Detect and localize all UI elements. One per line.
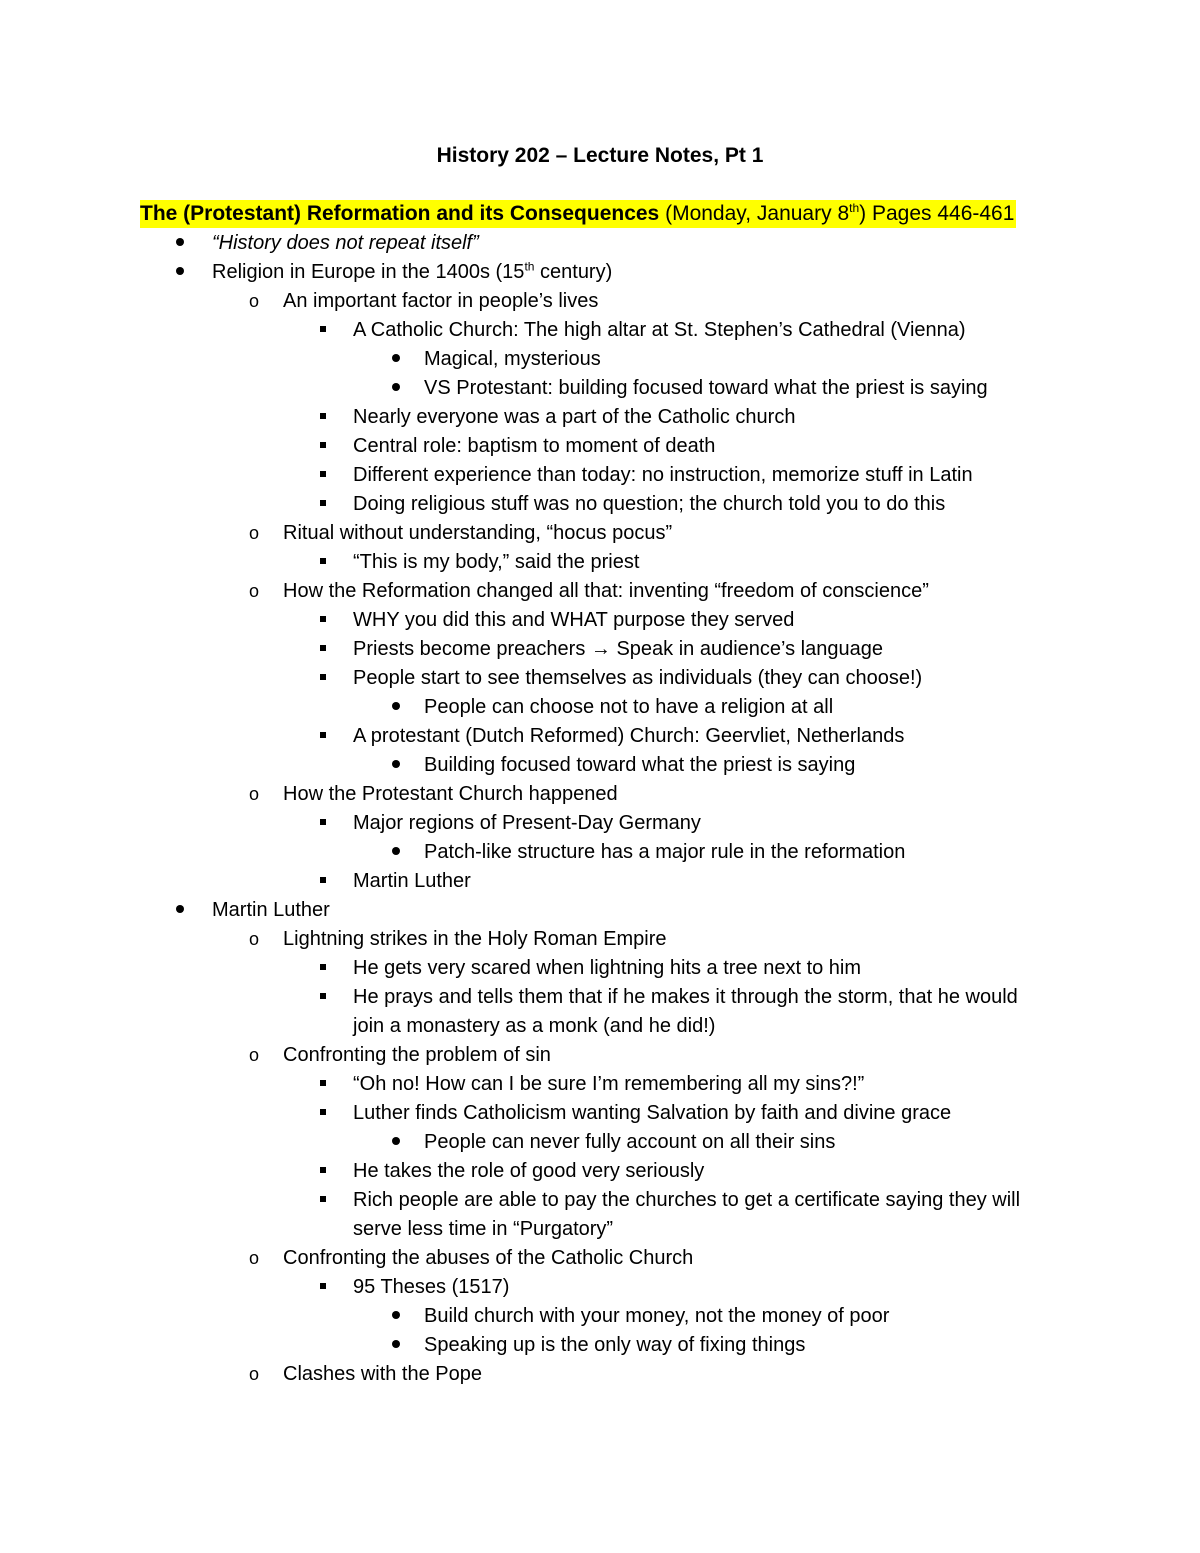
list-item-text: Speaking up is the only way of fixing things: [424, 1334, 806, 1356]
bullet-icon: [386, 751, 406, 780]
heading-pages: ) Pages 446-461: [859, 202, 1015, 225]
list-item-text: Luther finds Catholicism wanting Salvation by faith and divine grace: [353, 1102, 952, 1124]
list-item: [0, 954, 1200, 983]
list-item-text: Lightning strikes in the Holy Roman Empire: [283, 928, 667, 950]
text-part: Priests become preachers: [353, 638, 591, 660]
square-bullet-icon: [313, 1273, 333, 1302]
list-item: [0, 577, 1200, 606]
circle-bullet-icon: o: [248, 784, 259, 804]
list-item-text: A Catholic Church: The high altar at St. Stephen’s Cathedral (Vienna): [353, 319, 966, 341]
circle-bullet-icon: o: [248, 1045, 259, 1065]
list-item-text: Patch-like structure has a major rule in the reformation: [424, 841, 906, 863]
list-item-text: Confronting the problem of sin: [283, 1044, 551, 1066]
list-item: [0, 867, 1200, 896]
square-bullet-icon: [313, 606, 333, 635]
list-item: [0, 345, 1200, 374]
square-bullet-icon: [313, 490, 333, 519]
list-item: [0, 1360, 1200, 1389]
list-item-text: Confronting the abuses of the Catholic Church: [283, 1247, 694, 1269]
list-item: [0, 461, 1200, 490]
list-item-text: VS Protestant: building focused toward what the priest is saying: [424, 377, 988, 399]
square-bullet-icon: [313, 1157, 333, 1186]
list-item-text: WHY you did this and WHAT purpose they served: [353, 609, 795, 631]
list-item: [0, 490, 1200, 519]
bullet-icon: [386, 838, 406, 867]
circle-bullet-icon: o: [248, 523, 259, 543]
list-item-text: 95 Theses (1517): [353, 1276, 510, 1298]
list-item-text: Nearly everyone was a part of the Catholic church: [353, 406, 796, 428]
square-bullet-icon: [313, 983, 333, 1012]
bullet-icon: [170, 896, 190, 925]
bullet-icon: [386, 345, 406, 374]
square-bullet-icon: [313, 432, 333, 461]
list-item: [0, 287, 1200, 316]
list-item: [0, 1244, 1200, 1273]
circle-bullet-icon: o: [248, 291, 259, 311]
list-item-text: How the Reformation changed all that: inventing “freedom of conscience”: [283, 580, 929, 602]
bullet-icon: [386, 374, 406, 403]
square-bullet-icon: [313, 722, 333, 751]
list-item-text: [353, 635, 883, 664]
list-item-text: Magical, mysterious: [424, 348, 601, 370]
list-item: [0, 1331, 1200, 1360]
list-item-text: Major regions of Present-Day Germany: [353, 812, 701, 834]
circle-bullet-icon: o: [248, 1248, 259, 1268]
list-item: [0, 1070, 1200, 1099]
list-item: [0, 432, 1200, 461]
list-item: [0, 1186, 1200, 1244]
list-item-text: People start to see themselves as individuals (they can choose!): [353, 667, 923, 689]
list-item-text: Martin Luther: [212, 899, 330, 921]
list-item: [0, 664, 1200, 693]
list-item-text: People can never fully account on all their sins: [424, 1131, 836, 1153]
list-item: [0, 925, 1200, 954]
square-bullet-icon: [313, 316, 333, 345]
list-item: [0, 548, 1200, 577]
text-superscript: th: [524, 259, 535, 274]
bullet-icon: [170, 229, 190, 258]
list-item: [0, 896, 1200, 925]
section-heading: [140, 200, 1016, 228]
list-item: [0, 519, 1200, 548]
heading-date-suffix: th: [849, 201, 860, 215]
text-part: Religion in Europe in the 1400s (15: [212, 261, 525, 283]
list-item: [0, 316, 1200, 345]
list-item-text: Different experience than today: no instruction, memorize stuff in Latin: [353, 464, 973, 486]
bullet-icon: [386, 693, 406, 722]
square-bullet-icon: [313, 635, 333, 664]
bullet-icon: [170, 258, 190, 287]
text-part: Speak in audience’s language: [610, 638, 883, 660]
list-item-text: A protestant (Dutch Reformed) Church: Geervliet, Netherlands: [353, 725, 905, 747]
square-bullet-icon: [313, 548, 333, 577]
square-bullet-icon: [313, 403, 333, 432]
list-item: [0, 606, 1200, 635]
list-item: [0, 229, 1200, 258]
list-item: [0, 258, 1200, 287]
list-item-text: Clashes with the Pope: [283, 1363, 483, 1385]
list-item-text: Rich people are able to pay the churches to get a certificate saying they will serve less time in “Purgatory”: [353, 1189, 1021, 1240]
square-bullet-icon: [313, 461, 333, 490]
list-item-text: “History does not repeat itself”: [212, 232, 479, 254]
list-item-text: People can choose not to have a religion at all: [424, 696, 834, 718]
list-item: [0, 1302, 1200, 1331]
bullet-icon: [386, 1128, 406, 1157]
lecture-outline: [0, 229, 1200, 1389]
text-part: century): [534, 261, 613, 283]
list-item: [0, 809, 1200, 838]
arrow-right-icon: →: [590, 638, 611, 660]
list-item-text: Ritual without understanding, “hocus pocus”: [283, 522, 673, 544]
list-item-text: Building focused toward what the priest is saying: [424, 754, 856, 776]
square-bullet-icon: [313, 1070, 333, 1099]
list-item: [0, 722, 1200, 751]
list-item: [0, 1157, 1200, 1186]
list-item-text: He gets very scared when lightning hits a tree next to him: [353, 957, 862, 979]
list-item: [0, 1041, 1200, 1070]
circle-bullet-icon: o: [248, 1364, 259, 1384]
square-bullet-icon: [313, 867, 333, 896]
list-item-text: “Oh no! How can I be sure I’m remembering all my sins?!”: [353, 1073, 865, 1095]
square-bullet-icon: [313, 954, 333, 983]
list-item: [0, 838, 1200, 867]
list-item-text: “This is my body,” said the priest: [353, 551, 640, 573]
list-item: [0, 751, 1200, 780]
list-item: [0, 780, 1200, 809]
square-bullet-icon: [313, 1186, 333, 1215]
list-item: [0, 693, 1200, 722]
list-item-text: Build church with your money, not the money of poor: [424, 1305, 890, 1327]
list-item: [0, 374, 1200, 403]
list-item-text: [212, 258, 612, 287]
square-bullet-icon: [313, 664, 333, 693]
square-bullet-icon: [313, 1099, 333, 1128]
bullet-icon: [386, 1331, 406, 1360]
list-item: [0, 983, 1200, 1041]
list-item: [0, 635, 1200, 664]
heading-topic: The (Protestant) Reformation and its Consequences: [140, 202, 660, 225]
list-item: [0, 1099, 1200, 1128]
bullet-icon: [386, 1302, 406, 1331]
list-item: [0, 1273, 1200, 1302]
circle-bullet-icon: o: [248, 581, 259, 601]
list-item-text: An important factor in people’s lives: [283, 290, 599, 312]
list-item-text: Central role: baptism to moment of death: [353, 435, 716, 457]
list-item-text: How the Protestant Church happened: [283, 783, 618, 805]
circle-bullet-icon: o: [248, 929, 259, 949]
square-bullet-icon: [313, 809, 333, 838]
list-item-text: Martin Luther: [353, 870, 471, 892]
list-item-text: He prays and tells them that if he makes it through the storm, that he would join a monastery as a monk (and he did!): [353, 986, 1018, 1037]
list-item: [0, 403, 1200, 432]
page-title: History 202 – Lecture Notes, Pt 1: [436, 144, 764, 167]
list-item: [0, 1128, 1200, 1157]
heading-date: (Monday, January 8: [659, 202, 850, 225]
list-item-text: Doing religious stuff was no question; the church told you to do this: [353, 493, 946, 515]
list-item-text: He takes the role of good very seriously: [353, 1160, 705, 1182]
